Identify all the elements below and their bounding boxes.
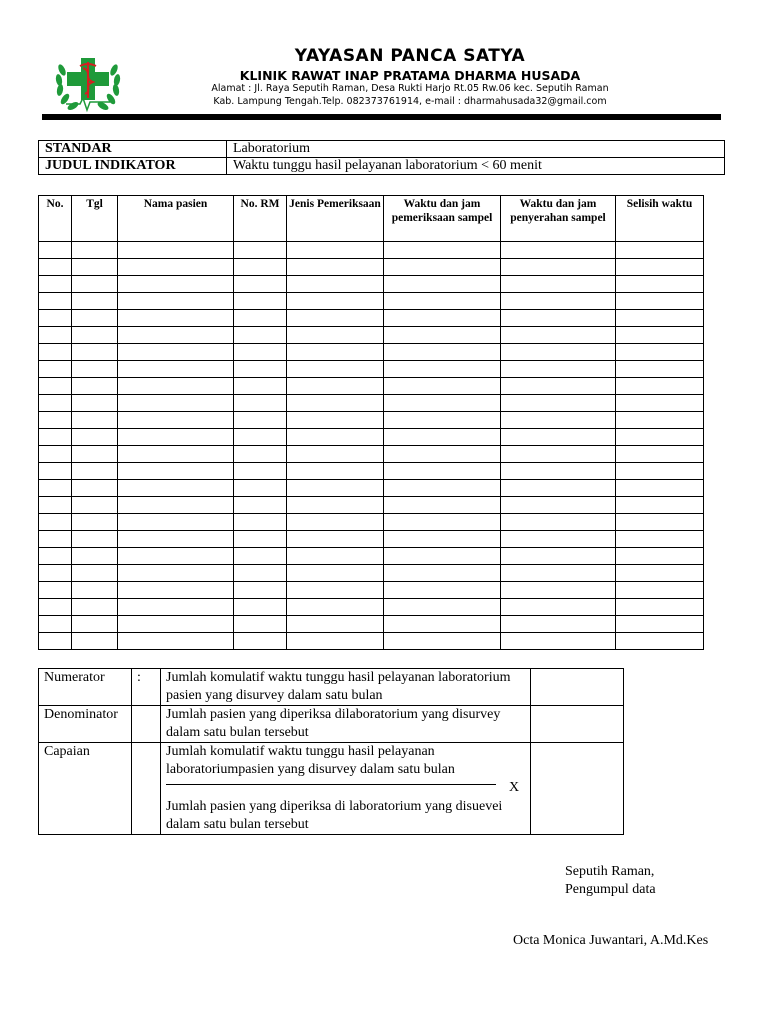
indicator-row: [39, 158, 725, 175]
table-cell[interactable]: [234, 361, 287, 378]
table-cell[interactable]: [72, 463, 118, 480]
table-cell[interactable]: [616, 463, 704, 480]
signature-place: Seputih Raman,: [565, 864, 655, 879]
table-row: [39, 412, 704, 429]
numerator-text: Jumlah komulatif waktu tunggu hasil pelayanan laboratorium pasien yang disurvey dalam satu bulan: [161, 669, 531, 706]
table-cell[interactable]: [72, 361, 118, 378]
foundation-title: YAYASAN PANCA SATYA: [294, 46, 526, 66]
table-cell[interactable]: [72, 429, 118, 446]
table-cell[interactable]: [234, 378, 287, 395]
table-cell[interactable]: [384, 327, 501, 344]
table-row: [39, 480, 704, 497]
table-cell[interactable]: [72, 531, 118, 548]
table-cell[interactable]: [384, 276, 501, 293]
denominator-label: Denominator: [39, 706, 132, 743]
table-row: [39, 446, 704, 463]
table-row: [39, 429, 704, 446]
table-cell[interactable]: [501, 548, 616, 565]
table-cell[interactable]: [72, 395, 118, 412]
table-row: [39, 259, 704, 276]
table-row: [39, 242, 704, 259]
table-cell[interactable]: [616, 616, 704, 633]
standard-row: [39, 141, 725, 158]
table-cell[interactable]: [118, 565, 234, 582]
col-header-nama: Nama pasien: [118, 196, 234, 242]
table-cell[interactable]: [118, 616, 234, 633]
achievement-value-cell: [531, 743, 624, 835]
table-row: [39, 293, 704, 310]
table-cell[interactable]: [234, 599, 287, 616]
table-cell[interactable]: [72, 327, 118, 344]
table-cell[interactable]: [234, 344, 287, 361]
table-cell[interactable]: [118, 412, 234, 429]
table-cell[interactable]: [39, 412, 72, 429]
table-cell[interactable]: [616, 276, 704, 293]
table-cell[interactable]: [616, 497, 704, 514]
table-cell[interactable]: [39, 582, 72, 599]
table-cell[interactable]: [384, 429, 501, 446]
table-cell[interactable]: [616, 327, 704, 344]
achievement-label: Capaian: [39, 743, 132, 835]
clinic-title: KLINIK RAWAT INAP PRATAMA DHARMA HUSADA: [239, 68, 581, 83]
table-cell[interactable]: [118, 514, 234, 531]
table-cell[interactable]: [501, 344, 616, 361]
table-cell[interactable]: [39, 242, 72, 259]
table-cell[interactable]: [118, 599, 234, 616]
col-header-rm: No. RM: [234, 196, 287, 242]
table-cell[interactable]: [72, 446, 118, 463]
table-cell[interactable]: [287, 480, 384, 497]
table-cell[interactable]: [234, 412, 287, 429]
table-cell[interactable]: [616, 395, 704, 412]
table-cell[interactable]: [616, 514, 704, 531]
table-cell[interactable]: [39, 633, 72, 650]
table-cell[interactable]: [501, 395, 616, 412]
table-cell[interactable]: [501, 361, 616, 378]
table-cell[interactable]: [118, 395, 234, 412]
address-line-2: Kab. Lampung Tengah.Telp. 082373761914, e-mail : dharmahusada32@gmail.com: [213, 96, 607, 107]
table-cell[interactable]: [287, 429, 384, 446]
table-cell[interactable]: [72, 259, 118, 276]
table-cell[interactable]: [287, 395, 384, 412]
table-cell[interactable]: [384, 531, 501, 548]
table-cell[interactable]: [234, 497, 287, 514]
table-cell[interactable]: [118, 361, 234, 378]
table-cell[interactable]: [118, 463, 234, 480]
table-cell[interactable]: [616, 293, 704, 310]
table-cell[interactable]: [384, 565, 501, 582]
table-cell[interactable]: [72, 616, 118, 633]
table-cell[interactable]: [39, 276, 72, 293]
table-cell[interactable]: [501, 242, 616, 259]
table-cell[interactable]: [287, 446, 384, 463]
table-cell[interactable]: [72, 565, 118, 582]
col-header-waktu-periksa: Waktu dan jam pemeriksaan sampel: [384, 196, 501, 242]
formula-table: [38, 668, 624, 835]
table-cell[interactable]: [118, 310, 234, 327]
table-cell[interactable]: [234, 616, 287, 633]
table-cell[interactable]: [616, 531, 704, 548]
table-cell[interactable]: [234, 446, 287, 463]
table-cell[interactable]: [287, 582, 384, 599]
denominator-text: Jumlah pasien yang diperiksa dilaboratorium yang disurvey dalam satu bulan tersebut: [161, 706, 531, 743]
table-cell[interactable]: [118, 633, 234, 650]
table-cell[interactable]: [287, 514, 384, 531]
numerator-label: Numerator: [39, 669, 132, 706]
table-cell[interactable]: [234, 531, 287, 548]
table-cell[interactable]: [72, 378, 118, 395]
table-cell[interactable]: [384, 463, 501, 480]
table-cell[interactable]: [234, 633, 287, 650]
table-cell[interactable]: [384, 293, 501, 310]
table-cell[interactable]: [501, 514, 616, 531]
table-cell[interactable]: [384, 395, 501, 412]
table-row: [39, 582, 704, 599]
table-cell[interactable]: [39, 259, 72, 276]
table-cell[interactable]: [384, 480, 501, 497]
table-cell[interactable]: [501, 429, 616, 446]
table-row: [39, 378, 704, 395]
table-cell[interactable]: [72, 582, 118, 599]
table-cell[interactable]: [72, 497, 118, 514]
table-cell[interactable]: [501, 582, 616, 599]
table-row: [39, 531, 704, 548]
table-cell[interactable]: [118, 548, 234, 565]
table-cell[interactable]: [234, 480, 287, 497]
table-cell[interactable]: [39, 344, 72, 361]
table-cell[interactable]: [384, 633, 501, 650]
table-cell[interactable]: [118, 293, 234, 310]
achievement-denominator: Jumlah pasien yang diperiksa di laboratorium yang disuevei dalam satu bulan tersebut: [166, 799, 503, 832]
table-cell[interactable]: [287, 259, 384, 276]
table-cell[interactable]: [39, 616, 72, 633]
table-cell[interactable]: [39, 395, 72, 412]
table-cell[interactable]: [501, 310, 616, 327]
table-cell[interactable]: [384, 344, 501, 361]
table-cell[interactable]: [39, 599, 72, 616]
table-row: [39, 327, 704, 344]
table-cell[interactable]: [616, 259, 704, 276]
table-row: [39, 497, 704, 514]
table-cell[interactable]: [616, 446, 704, 463]
table-cell[interactable]: [501, 412, 616, 429]
table-cell[interactable]: [287, 463, 384, 480]
standard-label: STANDAR: [39, 141, 227, 158]
table-cell[interactable]: [287, 497, 384, 514]
table-cell[interactable]: [72, 633, 118, 650]
table-cell[interactable]: [616, 565, 704, 582]
indicator-info-table: [38, 140, 725, 175]
numerator-value-cell: [531, 669, 624, 706]
table-cell[interactable]: [72, 293, 118, 310]
indicator-value: Waktu tunggu hasil pelayanan laboratorium < 60 menit: [227, 158, 725, 175]
table-cell[interactable]: [616, 429, 704, 446]
table-cell[interactable]: [118, 531, 234, 548]
achievement-numerator: Jumlah komulatif waktu tunggu hasil pelayanan laboratoriumpasien yang disurvey dalam satu bulan: [166, 744, 455, 777]
table-row: [39, 514, 704, 531]
table-cell[interactable]: [616, 633, 704, 650]
table-cell[interactable]: [287, 344, 384, 361]
table-cell[interactable]: [118, 582, 234, 599]
table-row: [39, 361, 704, 378]
table-row: [39, 344, 704, 361]
table-row: [39, 463, 704, 480]
table-cell[interactable]: [616, 242, 704, 259]
table-cell[interactable]: [72, 242, 118, 259]
table-cell[interactable]: [234, 276, 287, 293]
table-cell[interactable]: [501, 599, 616, 616]
table-cell[interactable]: [616, 378, 704, 395]
table-cell[interactable]: [384, 378, 501, 395]
table-cell[interactable]: [287, 548, 384, 565]
table-cell[interactable]: [501, 480, 616, 497]
patient-data-table: [38, 195, 704, 650]
table-cell[interactable]: [501, 378, 616, 395]
table-cell[interactable]: [72, 548, 118, 565]
table-cell[interactable]: [39, 565, 72, 582]
table-cell[interactable]: [234, 259, 287, 276]
table-cell[interactable]: [39, 463, 72, 480]
denominator-value-cell: [531, 706, 624, 743]
table-cell[interactable]: [234, 327, 287, 344]
table-cell[interactable]: [118, 378, 234, 395]
table-cell[interactable]: [616, 412, 704, 429]
table-cell[interactable]: [118, 276, 234, 293]
table-cell[interactable]: [501, 463, 616, 480]
table-cell[interactable]: [616, 310, 704, 327]
table-cell[interactable]: [384, 361, 501, 378]
numerator-row: [39, 669, 624, 706]
table-cell[interactable]: [384, 497, 501, 514]
table-row: [39, 599, 704, 616]
table-cell[interactable]: [384, 548, 501, 565]
col-header-no: No.: [39, 196, 72, 242]
table-cell[interactable]: [72, 310, 118, 327]
table-row: [39, 633, 704, 650]
table-cell[interactable]: [234, 548, 287, 565]
table-cell[interactable]: [72, 480, 118, 497]
table-cell[interactable]: [234, 429, 287, 446]
col-header-tgl: Tgl: [72, 196, 118, 242]
table-header-row: [39, 196, 704, 242]
col-header-jenis: Jenis Pemeriksaan: [287, 196, 384, 242]
table-cell[interactable]: [234, 310, 287, 327]
table-cell[interactable]: [501, 276, 616, 293]
achievement-colon-cell: [132, 743, 161, 835]
col-header-selisih: Selisih waktu: [616, 196, 704, 242]
table-cell[interactable]: [287, 276, 384, 293]
table-cell[interactable]: [616, 582, 704, 599]
table-cell[interactable]: [384, 616, 501, 633]
table-cell[interactable]: [287, 361, 384, 378]
table-cell[interactable]: [39, 480, 72, 497]
table-cell[interactable]: [39, 293, 72, 310]
table-cell[interactable]: [234, 242, 287, 259]
table-cell[interactable]: [287, 531, 384, 548]
denominator-colon-cell: [132, 706, 161, 743]
table-cell[interactable]: [384, 582, 501, 599]
achievement-row: [39, 743, 624, 835]
address-line-1: Alamat : Jl. Raya Seputih Raman, Desa Rukti Harjo Rt.05 Rw.06 kec. Seputih Raman: [211, 83, 609, 94]
table-cell[interactable]: [234, 395, 287, 412]
table-cell[interactable]: [72, 344, 118, 361]
table-cell[interactable]: [384, 446, 501, 463]
table-cell[interactable]: [72, 412, 118, 429]
achievement-fraction: [161, 743, 531, 835]
table-cell[interactable]: [384, 242, 501, 259]
table-cell[interactable]: [616, 548, 704, 565]
table-cell[interactable]: [118, 259, 234, 276]
table-cell[interactable]: [118, 497, 234, 514]
table-cell[interactable]: [287, 565, 384, 582]
table-cell[interactable]: [501, 259, 616, 276]
table-cell[interactable]: [384, 310, 501, 327]
table-row: [39, 548, 704, 565]
table-cell[interactable]: [501, 616, 616, 633]
table-cell[interactable]: [118, 429, 234, 446]
table-cell[interactable]: [72, 599, 118, 616]
table-row: [39, 616, 704, 633]
table-cell[interactable]: [501, 531, 616, 548]
table-cell[interactable]: [72, 514, 118, 531]
table-cell[interactable]: [287, 616, 384, 633]
table-cell[interactable]: [501, 293, 616, 310]
table-cell[interactable]: [501, 327, 616, 344]
indicator-label: JUDUL INDIKATOR: [39, 158, 227, 175]
table-cell[interactable]: [287, 599, 384, 616]
table-cell[interactable]: [39, 531, 72, 548]
table-cell[interactable]: [287, 378, 384, 395]
table-cell[interactable]: [287, 293, 384, 310]
table-cell[interactable]: [287, 412, 384, 429]
table-cell[interactable]: [384, 259, 501, 276]
table-cell[interactable]: [118, 344, 234, 361]
header-divider: [42, 114, 721, 120]
multiply-sign: X: [509, 780, 520, 795]
table-cell[interactable]: [39, 514, 72, 531]
signature-name: Octa Monica Juwantari, A.Md.Kes: [513, 933, 709, 948]
table-cell[interactable]: [234, 514, 287, 531]
table-cell[interactable]: [234, 463, 287, 480]
table-cell[interactable]: [287, 633, 384, 650]
col-header-waktu-serah: Waktu dan jam penyerahan sampel: [501, 196, 616, 242]
table-cell[interactable]: [39, 310, 72, 327]
table-cell[interactable]: [287, 242, 384, 259]
table-cell[interactable]: [501, 446, 616, 463]
table-cell[interactable]: [384, 514, 501, 531]
table-cell[interactable]: [501, 565, 616, 582]
table-cell[interactable]: [616, 344, 704, 361]
table-cell[interactable]: [39, 361, 72, 378]
table-cell[interactable]: [234, 293, 287, 310]
table-cell[interactable]: [234, 582, 287, 599]
clinic-logo: [52, 52, 124, 114]
table-cell[interactable]: [39, 446, 72, 463]
table-cell[interactable]: [118, 242, 234, 259]
table-cell[interactable]: [234, 565, 287, 582]
table-cell[interactable]: [39, 327, 72, 344]
standard-value: Laboratorium: [227, 141, 725, 158]
denominator-row: [39, 706, 624, 743]
table-cell[interactable]: [384, 599, 501, 616]
table-row: [39, 395, 704, 412]
table-cell[interactable]: [118, 446, 234, 463]
table-cell[interactable]: [72, 276, 118, 293]
table-cell[interactable]: [39, 429, 72, 446]
table-cell[interactable]: [118, 480, 234, 497]
table-cell[interactable]: [384, 412, 501, 429]
table-cell[interactable]: [501, 633, 616, 650]
table-cell[interactable]: [39, 497, 72, 514]
table-body: [39, 242, 704, 650]
table-row: [39, 565, 704, 582]
table-cell[interactable]: [501, 497, 616, 514]
signature-role: Pengumpul data: [565, 882, 656, 897]
table-cell[interactable]: [616, 599, 704, 616]
table-cell[interactable]: [118, 327, 234, 344]
table-row: [39, 276, 704, 293]
table-cell[interactable]: [287, 327, 384, 344]
table-cell[interactable]: [287, 310, 384, 327]
colon-separator: :: [132, 669, 161, 706]
table-cell[interactable]: [616, 480, 704, 497]
fraction-line: [166, 784, 496, 785]
table-cell[interactable]: [616, 361, 704, 378]
table-row: [39, 310, 704, 327]
table-cell[interactable]: [39, 378, 72, 395]
table-cell[interactable]: [39, 548, 72, 565]
